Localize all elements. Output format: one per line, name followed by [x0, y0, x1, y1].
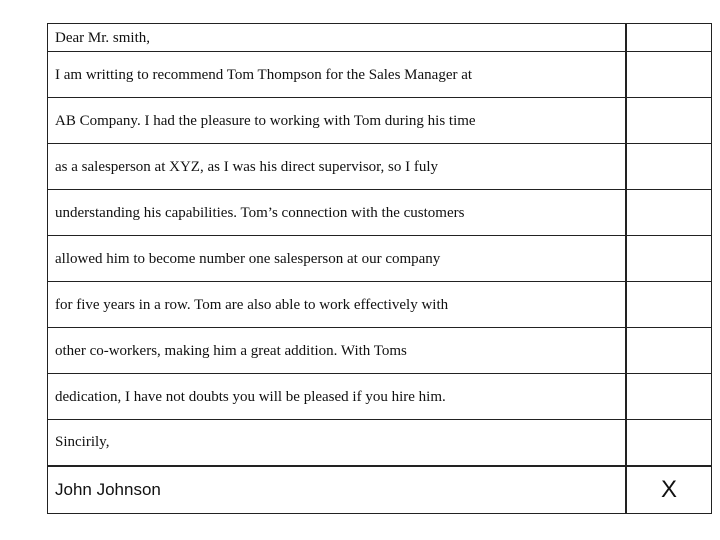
mark-cell-empty	[626, 236, 712, 282]
mark-cell-empty	[626, 24, 712, 52]
letter-line: allowed him to become number one salesperson at our company	[55, 250, 441, 267]
mark-cell-empty	[626, 328, 712, 374]
letter-line-cell	[48, 328, 627, 374]
x-mark-cell	[626, 466, 712, 514]
letter-row-closing	[48, 420, 712, 466]
letter-line-cell	[48, 190, 627, 236]
letter-row	[48, 236, 712, 282]
x-mark: X	[660, 475, 677, 503]
letter-line: other co-workers, making him a great addition. With Toms	[55, 342, 407, 359]
mark-cell-empty	[626, 420, 712, 466]
letter-line-cell	[48, 52, 627, 98]
letter-line: as a salesperson at XYZ, as I was his direct supervisor, so I fuly	[55, 158, 439, 175]
mark-cell-empty	[626, 144, 712, 190]
mark-cell-empty	[626, 282, 712, 328]
letter-row	[48, 98, 712, 144]
letter-row-greeting	[48, 24, 712, 52]
letter-line: dedication, I have not doubts you will be pleased if you hire him.	[55, 388, 446, 405]
mark-cell-empty	[626, 98, 712, 144]
letter-row	[48, 374, 712, 420]
letter-line: understanding his capabilities. Tom’s connection with the customers	[55, 204, 465, 221]
letter-line: for five years in a row. Tom are also able to work effectively with	[55, 296, 449, 313]
letter-table	[47, 23, 712, 514]
letter-line: AB Company. I had the pleasure to working with Tom during his time	[55, 112, 476, 129]
closing-cell	[48, 420, 627, 466]
letter-row	[48, 328, 712, 374]
mark-cell-empty	[626, 374, 712, 420]
letter-row	[48, 190, 712, 236]
greeting-cell	[48, 24, 627, 52]
letter-row	[48, 52, 712, 98]
signature-text: John Johnson	[55, 479, 161, 499]
letter-line-cell	[48, 282, 627, 328]
letter-row	[48, 144, 712, 190]
letter-row	[48, 282, 712, 328]
mark-cell-empty	[626, 190, 712, 236]
letter-line-cell	[48, 236, 627, 282]
mark-cell-empty	[626, 52, 712, 98]
letter-line-cell	[48, 374, 627, 420]
greeting-text: Dear Mr. smith,	[55, 29, 150, 46]
letter-line-cell	[48, 98, 627, 144]
letter-line-cell	[48, 144, 627, 190]
letter-row-signature	[48, 466, 712, 514]
closing-text: Sincirily,	[55, 434, 110, 451]
letter-line: I am writting to recommend Tom Thompson for the Sales Manager at	[55, 66, 473, 83]
signature-cell	[48, 466, 627, 514]
